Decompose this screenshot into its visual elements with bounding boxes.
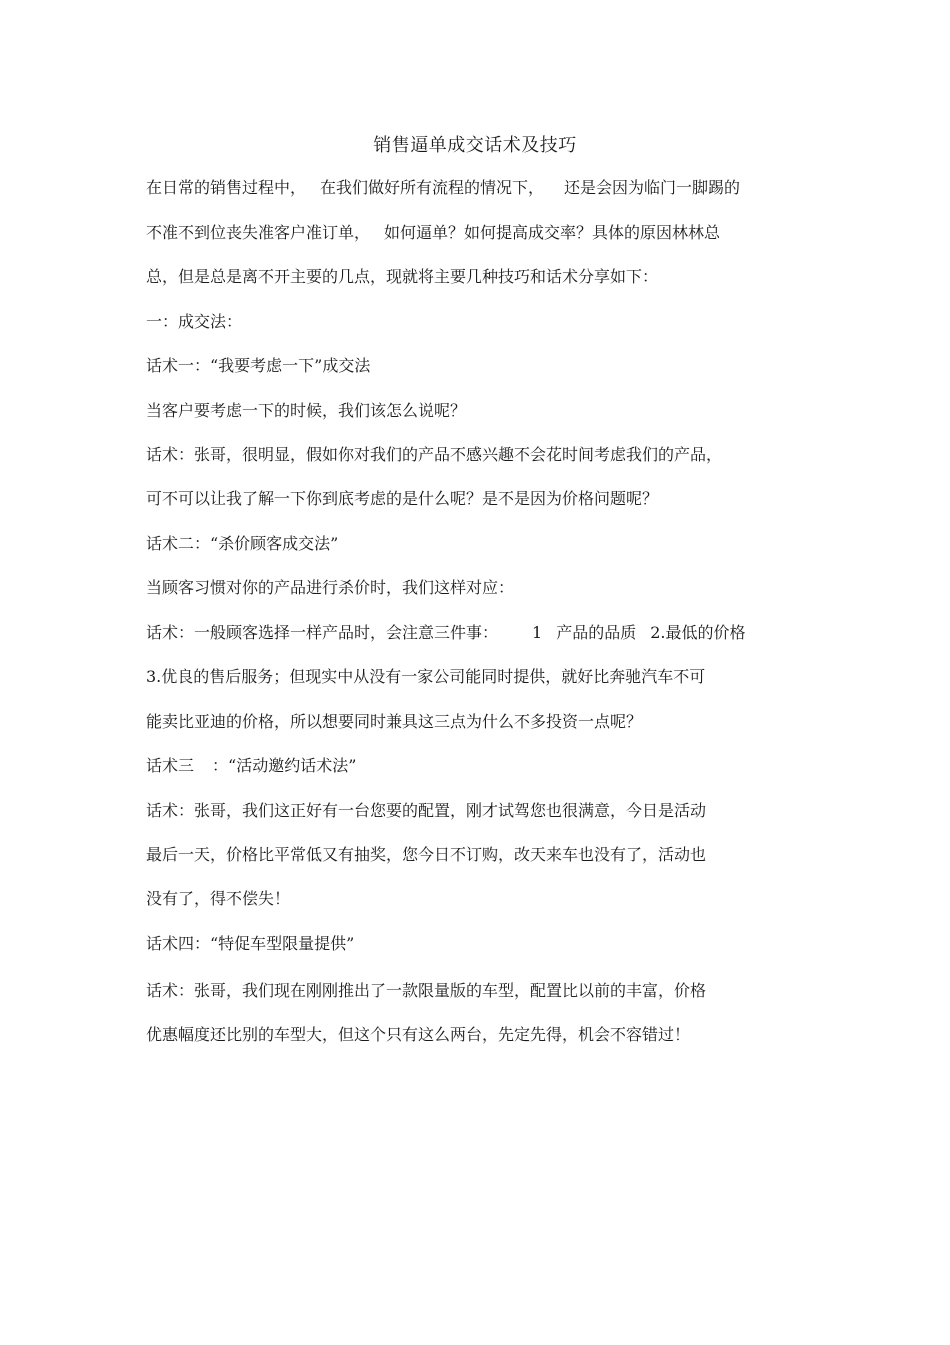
script-4-body-line: 优惠幅度还比别的车型大，但这个只有这么两台，先定先得，机会不容错过！	[146, 1025, 691, 1044]
script-2-body-line	[146, 622, 746, 644]
script-1-body-line: 可不可以让我了解一下你到底考虑的是什么呢？是不是因为价格问题呢？	[146, 489, 659, 508]
script-2-text: 1	[532, 623, 543, 642]
intro-text: 不准不到位丧失准客户准订单，	[146, 223, 371, 242]
intro-text: 如何逼单？如何提高成交率？具体的原因林林总	[384, 223, 721, 242]
script-3-label-text: ：“活动邀约话术法”	[212, 756, 357, 775]
script-1-body-line: 话术：张哥，很明显，假如你对我们的产品不感兴趣不会花时间考虑我们的产品，	[146, 445, 723, 464]
script-1-label: 话术一：“我要考虑一下”成交法	[146, 356, 371, 375]
intro-line-1	[146, 177, 740, 199]
script-4-body-line: 话术：张哥，我们现在刚刚推出了一款限量版的车型，配置比以前的丰富，价格	[146, 981, 707, 1000]
script-2-label: 话术二：“杀价顾客成交法”	[146, 534, 339, 553]
script-3-body-line: 没有了，得不偿失！	[146, 889, 291, 908]
script-2-body-line: 3.优良的售后服务；但现实中从没有一家公司能同时提供，就好比奔驰汽车不可	[146, 667, 706, 686]
script-2-body-line: 能卖比亚迪的价格，所以想要同时兼具这三点为什么不多投资一点呢？	[146, 712, 643, 731]
script-2-text: 话术：一般顾客选择一样产品时，会注意三件事：	[146, 623, 499, 642]
script-2-text: 产品的品质	[556, 623, 637, 642]
script-3-body-line: 最后一天，价格比平常低又有抽奖，您今日不订购，改天来车也没有了，活动也	[146, 845, 707, 864]
script-4-label: 话术四：“特促车型限量提供”	[146, 934, 355, 953]
script-2-text: 2.最低的价格	[650, 623, 746, 642]
intro-text: 还是会因为临门一脚踢的	[564, 178, 741, 197]
script-1-context: 当客户要考虑一下的时候，我们该怎么说呢？	[146, 401, 467, 420]
document-title: 销售逼单成交话术及技巧	[373, 135, 577, 156]
script-2-context: 当顾客习惯对你的产品进行杀价时，我们这样对应：	[146, 578, 515, 597]
intro-line-3: 总，但是总是离不开主要的几点，现就将主要几种技巧和话术分享如下：	[146, 267, 659, 286]
script-3-body-line: 话术：张哥，我们这正好有一台您要的配置，刚才试驾您也很满意，今日是活动	[146, 801, 707, 820]
section-heading: 一：成交法：	[146, 312, 243, 331]
script-3-label	[146, 755, 356, 777]
intro-line-2	[146, 222, 720, 244]
intro-text: 在我们做好所有流程的情况下，	[320, 178, 545, 197]
script-3-label-text: 话术三	[146, 756, 195, 775]
intro-text: 在日常的销售过程中，	[146, 178, 307, 197]
